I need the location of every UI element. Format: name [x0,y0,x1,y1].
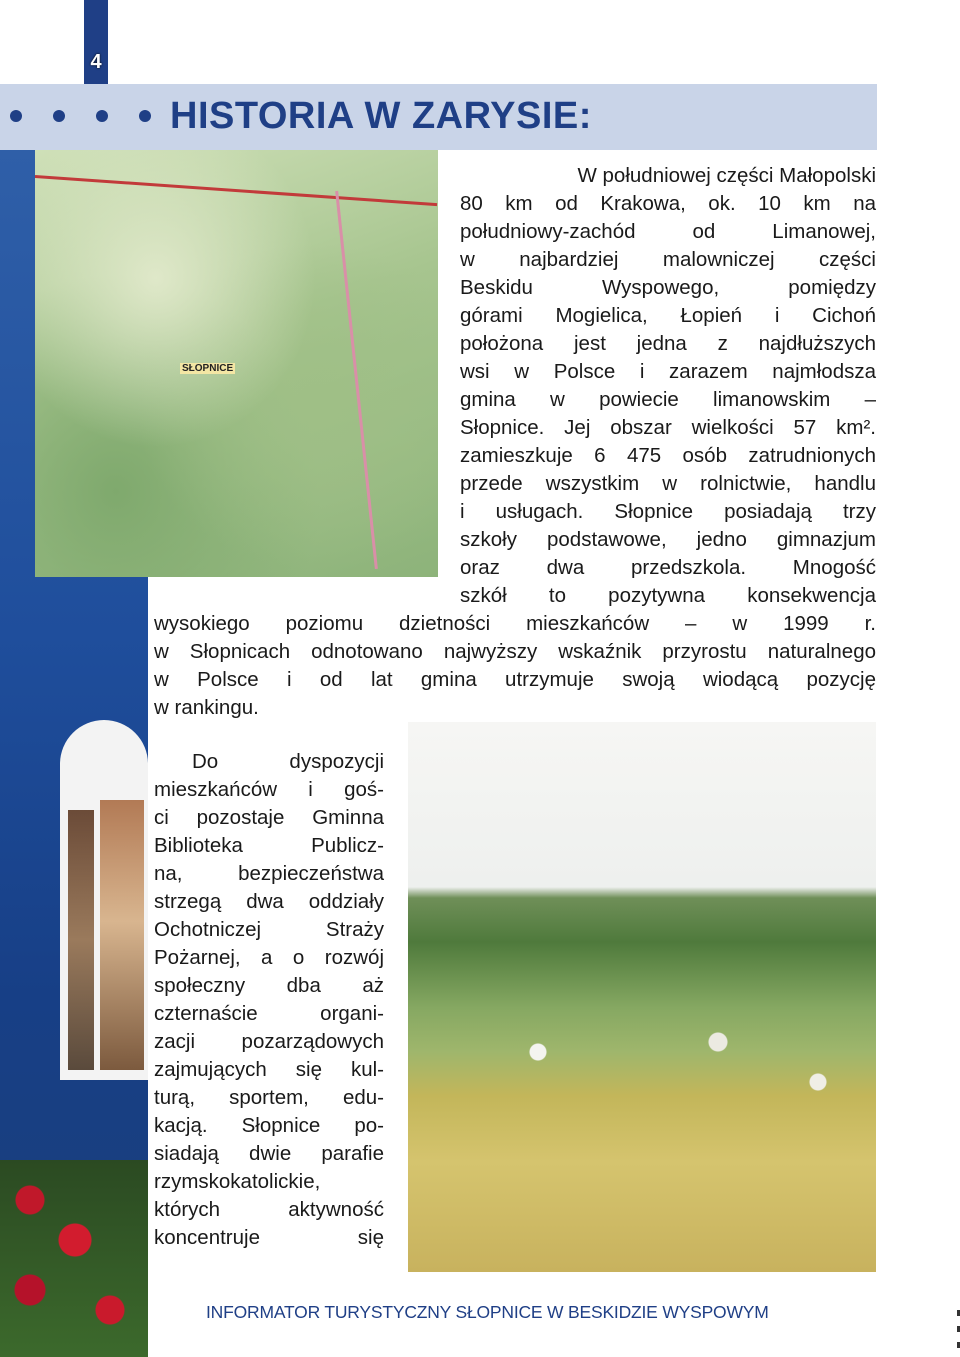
text-line: szkoły podstawowe, jedno gimnazjum [460,528,876,551]
intro-paragraph [460,162,876,610]
bullet-icon [96,110,108,122]
red-flowers [0,1160,148,1357]
region-map [35,150,438,577]
text-line: wsi w Polsce i zarazem najmłodsza [460,360,876,383]
text-line: turą, sportem, edu- [154,1086,384,1109]
text-line: Beskidu Wyspowego, pomiędzy [460,276,876,299]
text-line: oraz dwa przedszkola. Mnogość [460,556,876,579]
text-line: zamieszkuje 6 475 osób zatrudnionych [460,444,876,467]
text-line: strzegą dwa oddziały [154,890,384,913]
text-line: w najbardziej malowniczej części [460,248,876,271]
text-line: szkół to pozytywna konsekwencja [460,584,876,607]
text-line: górami Mogielica, Łopień i Cichoń [460,304,876,327]
text-line: w rankingu. [154,696,259,719]
intro-paragraph-continued [154,610,876,722]
window-glass-left [68,810,94,1070]
page-number: 4 [90,51,102,73]
text-line: rzymskokatolickie, [154,1170,321,1193]
bullet-icon [10,110,22,122]
text-line: Do dyspozycji [192,750,384,773]
text-line: społeczny dba aż [154,974,384,997]
text-line: przede wszystkim w rolnictwie, handlu [460,472,876,495]
text-line: W południowej części Małopolski [577,164,876,187]
text-line: kacją. Słopnice po- [154,1114,384,1137]
text-line: mieszkańców i goś- [154,778,384,801]
text-line: gmina w powiecie limanowskim – [460,388,876,411]
text-line: na, bezpieczeństwa [154,862,384,885]
page-title: HISTORIA W ZARYSIE: [170,95,592,137]
services-paragraph [154,748,384,1252]
text-line: zajmujących się kul- [154,1058,384,1081]
text-line: i usługach. Słopnice posiadają trzy [460,500,876,523]
text-line: zacji pozarządowych [154,1030,384,1053]
text-line: których aktywność [154,1198,384,1221]
text-line: Słopnice. Jej obszar wielkości 57 km². [460,416,876,439]
page-footer: INFORMATOR TURYSTYCZNY SŁOPNICE W BESKIDZIE WYSPOWYM [206,1302,769,1322]
text-line: czternaście organi- [154,1002,384,1025]
title-bullets [0,96,172,136]
text-line: siadają dwie parafie [154,1142,384,1165]
text-line: Ochotniczej Straży [154,918,384,941]
text-line: Pożarnej, a o rozwój [154,946,384,969]
map-border [335,191,378,569]
text-line: 80 km od Krakowa, ok. 10 km na [460,192,876,215]
text-line: południowy-zachód od Limanowej, [460,220,876,243]
bullet-icon [139,110,151,122]
text-line: położona jest jedna z najdłuższych [460,332,876,355]
window-glass-right [100,800,144,1070]
text-line: w Słopnicach odnotowano najwyższy wskaźnik przyrostu naturalnego [154,640,876,663]
text-line: wysokiego poziomu dzietności mieszkańców – w 1999 r. [154,612,876,635]
text-line: Biblioteka Publicz- [154,834,384,857]
landscape-photo [408,722,876,1272]
text-line: koncentruje się [154,1226,384,1249]
text-line: w Polsce i od lat gmina utrzymuje swoją wiodącą pozycję [154,668,876,691]
village-houses [518,1022,868,1102]
bullet-icon [53,110,65,122]
map-road [35,175,437,206]
map-town-label: SŁOPNICE [182,363,234,374]
text-line: ci pozostaje Gminna [154,806,384,829]
